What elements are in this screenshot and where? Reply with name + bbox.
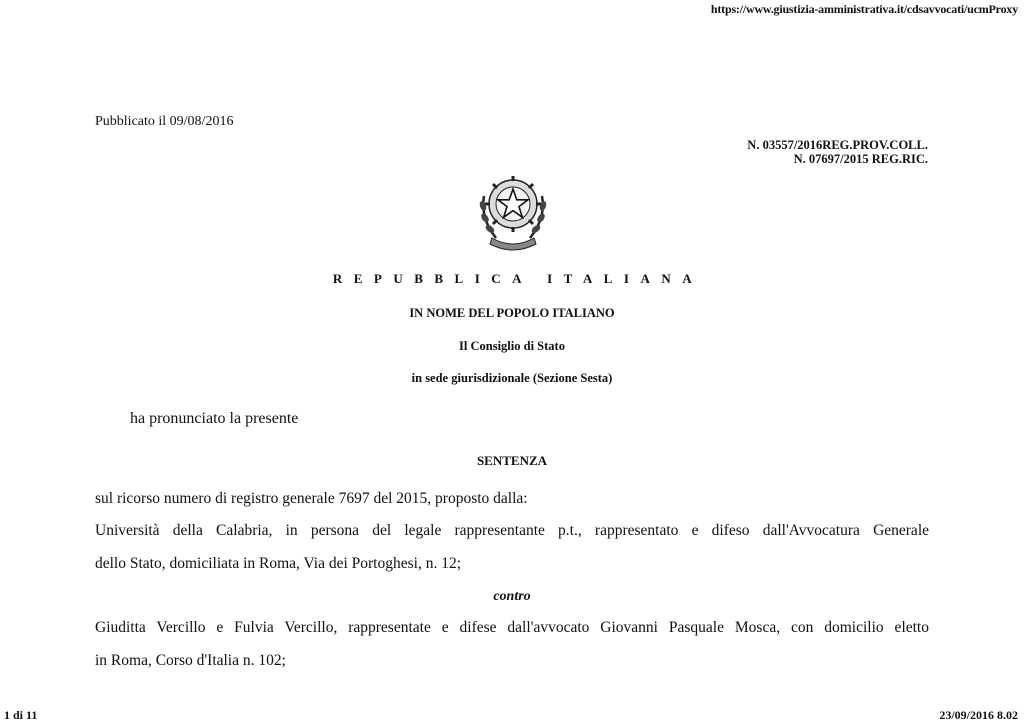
against-heading: contro [493, 589, 531, 604]
people-heading: IN NOME DEL POPOLO ITALIANO [409, 306, 615, 320]
source-url: https://www.giustizia-amministrativa.it/cdsavvocati/ucmProxy [710, 2, 1018, 16]
reference-ricorso: N. 07697/2015 REG.RIC. [793, 152, 928, 166]
italian-republic-emblem-icon [474, 168, 552, 252]
appellant-line-1: Università della Calabria, in persona del legale rappresentante p.t., rappresentato e difeso dall'Avvocatura Generale [95, 522, 929, 539]
reference-provvedimento: N. 03557/2016REG.PROV.COLL. [747, 138, 928, 152]
pronouncement-line: ha pronunciato la presente [130, 410, 299, 427]
court-heading: Il Consiglio di Stato [459, 339, 565, 353]
judgment-title: SENTENZA [476, 453, 548, 468]
respondent-line-1: Giuditta Vercillo e Fulvia Vercillo, rappresentate e difese dall'avvocato Giovanni Pasquale Mosca, con domicilio eletto [95, 619, 929, 636]
page-indicator: 1 di 11 [4, 708, 38, 722]
publication-date: Pubblicato il 09/08/2016 [95, 114, 234, 129]
republic-heading: REPUBBLICA ITALIANA [332, 271, 704, 286]
section-heading: in sede giurisdizionale (Sezione Sesta) [411, 371, 613, 385]
case-references [747, 138, 928, 166]
print-datetime: 23/09/2016 8.02 [939, 708, 1018, 722]
appeal-line: sul ricorso numero di registro generale 7697 del 2015, proposto dalla: [95, 490, 528, 507]
respondent-line-2: in Roma, Corso d'Italia n. 102; [95, 652, 286, 669]
appellant-line-2: dello Stato, domiciliata in Roma, Via dei Portoghesi, n. 12; [95, 555, 462, 572]
